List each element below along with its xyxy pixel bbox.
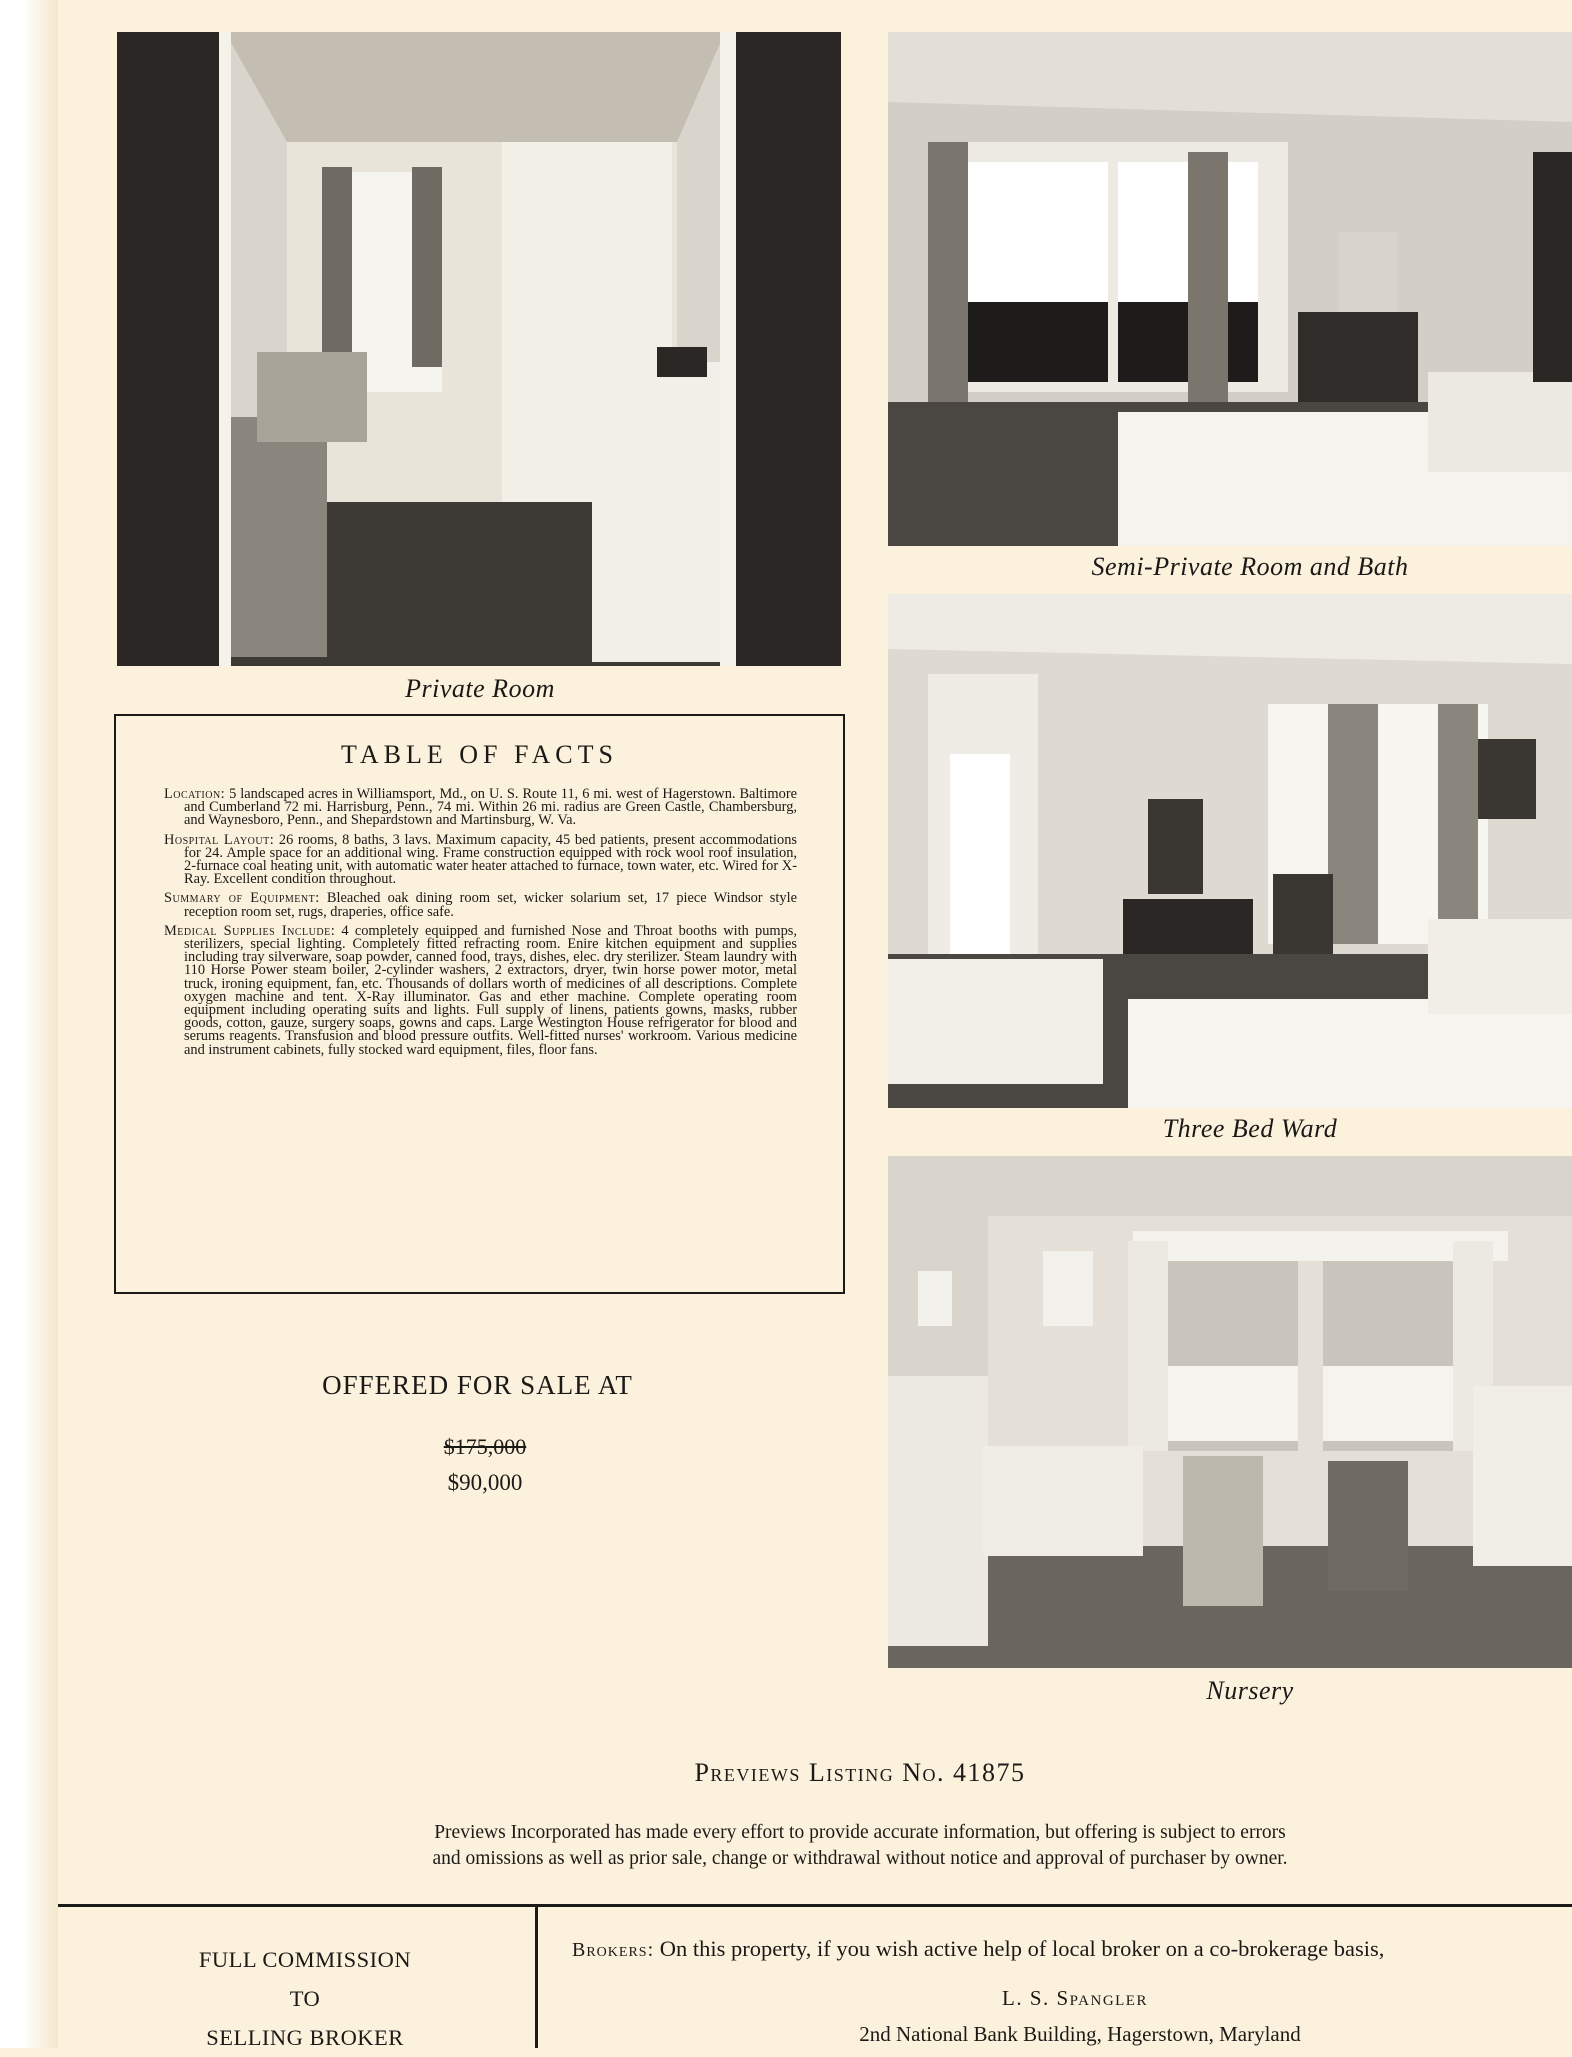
facts-body [164, 788, 797, 1063]
disclaimer-line-2: and omissions as well as prior sale, change or withdrawal without notice and approval of purchaser by owner. [432, 1848, 1288, 1869]
caption-nursery: Nursery [1206, 1676, 1294, 1705]
brokers-label: Brokers: [572, 1939, 655, 1961]
facts-title: TABLE OF FACTS [341, 740, 618, 769]
commission-line-3: SELLING BROKER [206, 2025, 404, 2050]
fact-location-text: 5 landscaped acres in Williamsport, Md., on U. S. Route 11, 6 mi. west of Hagerstown. Baltimore and Cumberland 72 mi. Harrisburg, Penn., 74 mi. Within 26 mi. radius are Green Castle, Chambersburg, and Waynesboro, Penn., and Shepardstown and Martinsburg, W. Va. [184, 786, 797, 829]
disclaimer-line-1: Previews Incorporated has made every effort to provide accurate information, but offering is subject to errors [434, 1822, 1286, 1843]
fact-supplies-label: Medical Supplies Include: [164, 922, 336, 939]
brokers-text: On this property, if you wish active help of local broker on a co-brokerage basis, [654, 1936, 1385, 1961]
commission-line-1: FULL COMMISSION [198, 1947, 412, 1972]
sale-heading: OFFERED FOR SALE AT [322, 1370, 633, 1400]
fact-layout-text: 26 rooms, 8 baths, 3 lavs. Maximum capacity, 45 bed patients, present accommodations for 24. Ample space for an additional wing. Frame construction equipped with rock wool roof insulation, 2-furnace coal heating unit, with automatic water heater attached to furnace, town water, etc. Wired for X-Ray. Excellent condition throughout. [184, 831, 798, 888]
fact-location-label: Location: [164, 786, 226, 802]
fact-hospital-layout [164, 831, 798, 888]
commission-notice [150, 1940, 460, 2057]
caption-semi-private-room: Semi-Private Room and Bath [1091, 552, 1409, 581]
commission-line-2: TO [289, 1986, 321, 2011]
footer-divider-horizontal [58, 1904, 1572, 1907]
photo-semi-private-room [888, 32, 1572, 546]
footer-divider-vertical [535, 1904, 538, 2048]
old-price: $175,000 [443, 1434, 527, 1459]
fact-medical-supplies [164, 922, 798, 1058]
broker-address: 2nd National Bank Building, Hagerstown, Maryland [859, 2022, 1301, 2046]
caption-three-bed-ward: Three Bed Ward [1162, 1114, 1338, 1143]
fact-location [164, 788, 797, 828]
fact-equipment [164, 892, 797, 918]
fact-equipment-text: Bleached oak dining room set, wicker solarium set, 17 piece Windsor style reception room set, rugs, draperies, office safe. [184, 890, 797, 920]
paper-edge [0, 0, 58, 2048]
fact-equipment-label: Summary of Equipment: [164, 890, 320, 907]
fact-layout-label: Hospital Layout: [164, 831, 275, 848]
table-of-facts [114, 714, 845, 1294]
photo-three-bed-ward [888, 594, 1572, 1108]
photo-nursery [888, 1156, 1572, 1668]
new-price: $90,000 [447, 1470, 523, 1495]
broker-name: L. S. Spangler [1002, 1986, 1148, 2010]
listing-number: Previews Listing No. 41875 [694, 1758, 1026, 1787]
photo-private-room [117, 32, 841, 666]
caption-private-room: Private Room [405, 674, 555, 703]
brokers-note [572, 1936, 1572, 1962]
fact-supplies-text: 4 completely equipped and furnished Nose and Throat booths with pumps, sterilizers, special lighting. Completely fitted refracting room. Enire kitchen equipment and supplies including tray silverware, soap powder, canned food, trays, dishes, elec. dry sterilizer. Steam laundry with 110 Horse Power steam boiler, 2-cylinder washers, 2 extractors, dryer, twin horse power motor, metal truck, ironing equipment, fan, etc. Thousands of dollars worth of medicines of all descriptions. Complete oxygen machine and tent. X-Ray illuminator. Gas and ether machine. Complete operating room equipment including operating suits and lights. Full supply of linens, patients gowns, masks, rubber goods, cotton, gauze, surgery soaps, gowns and caps. Large Westington House refrigerator for blood and serums reagents. Transfusion and blood pressure outfits. Well-fitted nurses' workroom. Various medicine and instrument cabinets, fully stocked ward equipment, files, floor fans. [184, 922, 798, 1058]
disclaimer [300, 1820, 1420, 1872]
